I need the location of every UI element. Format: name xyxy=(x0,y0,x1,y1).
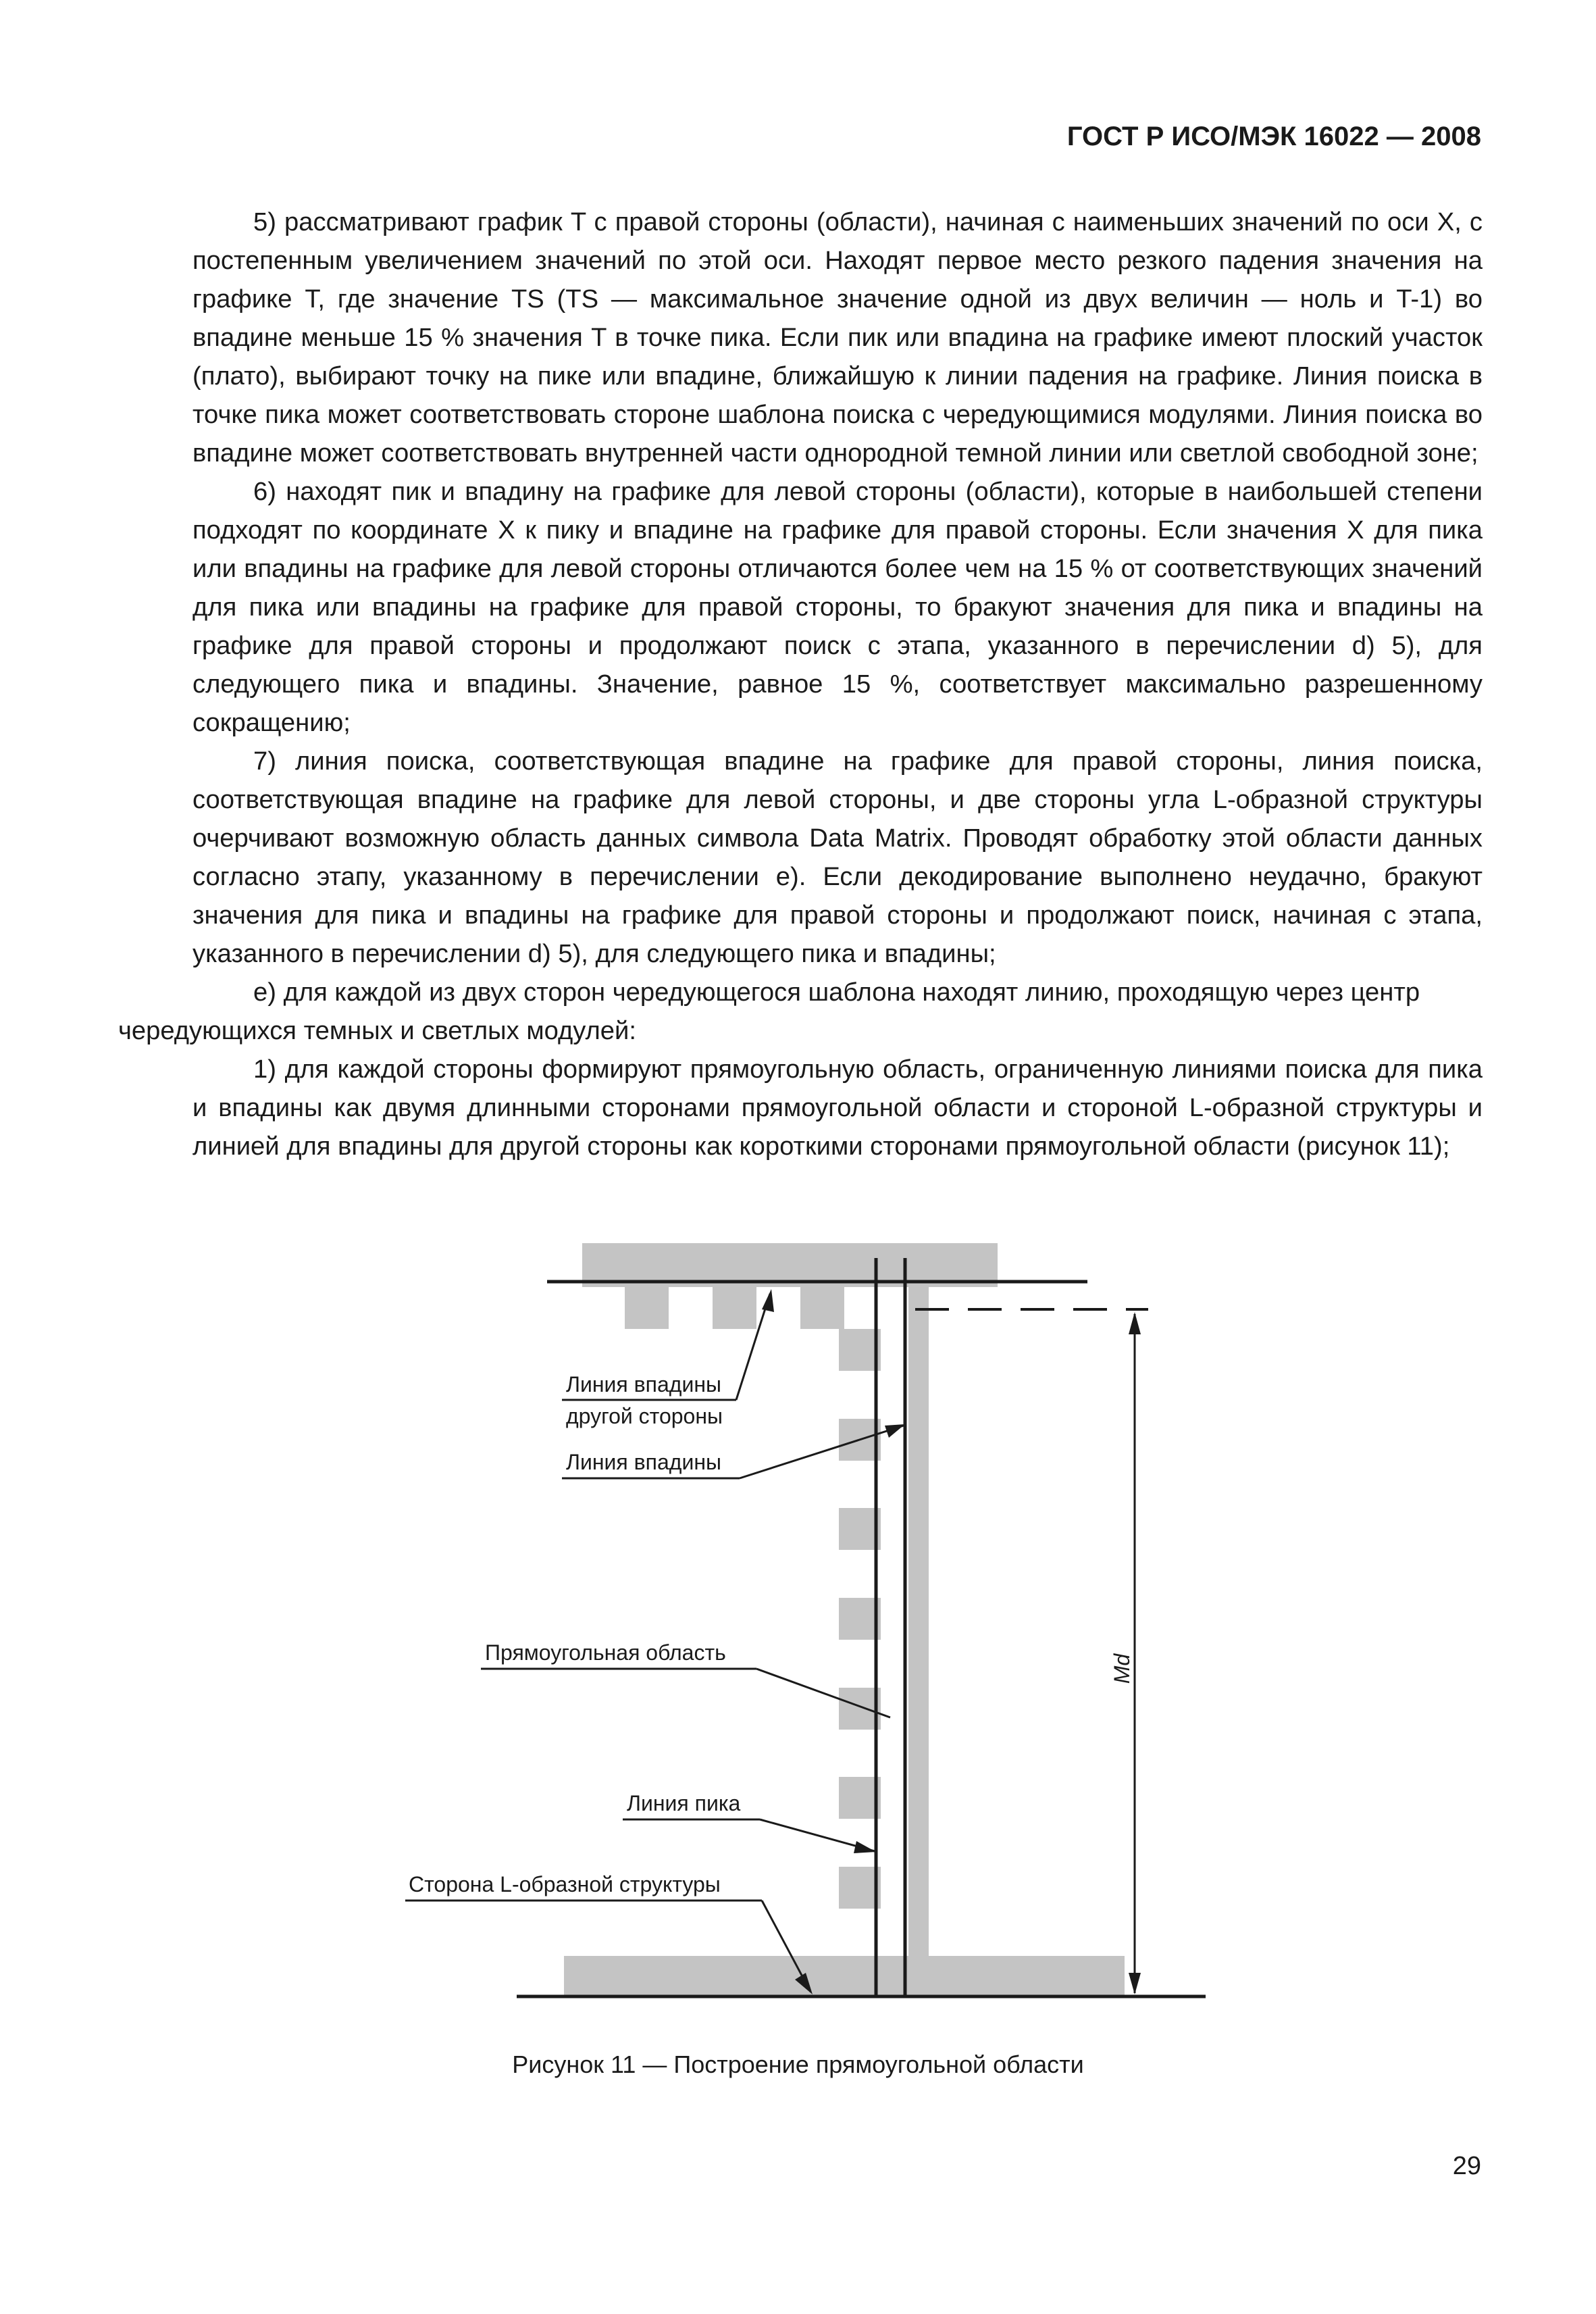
page-number: 29 xyxy=(1452,2152,1481,2180)
l-shape-vertical-bar xyxy=(908,1287,929,1963)
figure-rectangular-region xyxy=(0,1203,1596,2081)
dimension-arrow-bottom xyxy=(1129,1973,1141,1994)
label-l-shape-side: Сторона L-образной структуры xyxy=(409,1872,721,1896)
label-peak-line: Линия пика xyxy=(627,1791,741,1815)
label-valley-line: Линия впадины xyxy=(566,1450,721,1474)
l-shape-bottom-bar xyxy=(564,1956,1125,1996)
page-header: ГОСТ Р ИСО/МЭК 16022 — 2008 xyxy=(1066,122,1481,151)
dimension-arrow-top xyxy=(1129,1312,1141,1334)
paragraph-item-e-continued: чередующихся темных и светлых модулей: xyxy=(118,1016,636,1045)
figure-caption: Рисунок 11 — Построение прямоугольной области xyxy=(512,2051,1084,2078)
paragraph-step-1: 1) для каждой стороны формируют прямоугольную область, ограниченную линиями поиска для пика и впадины как двумя длинными сторонами прямоугольной области и стороной L-образной структуры и линией для впадины для другой стороны как короткими сторонами прямоугольной области (рисунок 11); xyxy=(192,1055,1483,1161)
paragraph-step-5: 5) рассматривают график T с правой стороны (области), начиная с наименьших значений по оси X, с постепенным увеличением значений по этой оси. Находят первое место резкого падения значения на графике T, где значение TS (TS — максимальное значение одной из двух величин — ноль и T-1) во впадине меньше 15 % значения T в точке пика. Если пик или впадина на графике имеют плоский участок (плато), выбирают точку на пике или впадине, ближайшую к линии падения на графике. Линия поиска в точке пика может соответствовать стороне шаблона поиска с чередующимися модулями. Линия поиска во впадине может соответствовать внутренней части однородной темной линии или светлой свободной зоне; xyxy=(192,207,1483,468)
paragraph-step-6: 6) находят пик и впадину на графике для левой стороны (области), которые в наибольшей степени подходят по координате X к пику и впадине на графике для правой стороны. Если значения X для пика или впадины на графике для левой стороны отличаются более чем на 15 % от соответствующих значений для пика или впадины на графике для правой стороны, то бракуют значения для пика и впадины на графике для правой стороны и продолжают поиск с этапа, указанного в перечислении d) 5), для следующего пика и впадины. Значение, равное 15 %, соответствует максимально разрешенному сокращению; xyxy=(192,477,1483,737)
paragraph-step-7: 7) линия поиска, соответствующая впадине на графике для правой стороны, линия поиска, соответствующая впадине на графике для левой стороны, и две стороны угла L-образной структуры очерчивают возможную область данных символа Data Matrix. Проводят обработку этой области данных согласно этапу, указанному в перечислении e). Если декодирование выполнено неудачно, бракуют значения для пика и впадины на графике для правой стороны и продолжают поиск, начиная с этапа, указанного в перечислении d) 5), для следующего пика и впадины; xyxy=(192,747,1483,968)
body-text xyxy=(118,203,1483,1165)
label-rectangular-region: Прямоугольная область xyxy=(485,1640,726,1665)
top-alternating-pattern xyxy=(582,1243,998,1329)
dimension-label: Md xyxy=(1110,1653,1134,1684)
paragraph-item-e: e) для каждой из двух сторон чередующегося шаблона находят линию, проходящую через центр xyxy=(253,978,1420,1007)
label-other-side-valley-line-2: другой стороны xyxy=(566,1404,723,1428)
label-other-side-valley-line-1: Линия впадины xyxy=(566,1372,721,1397)
